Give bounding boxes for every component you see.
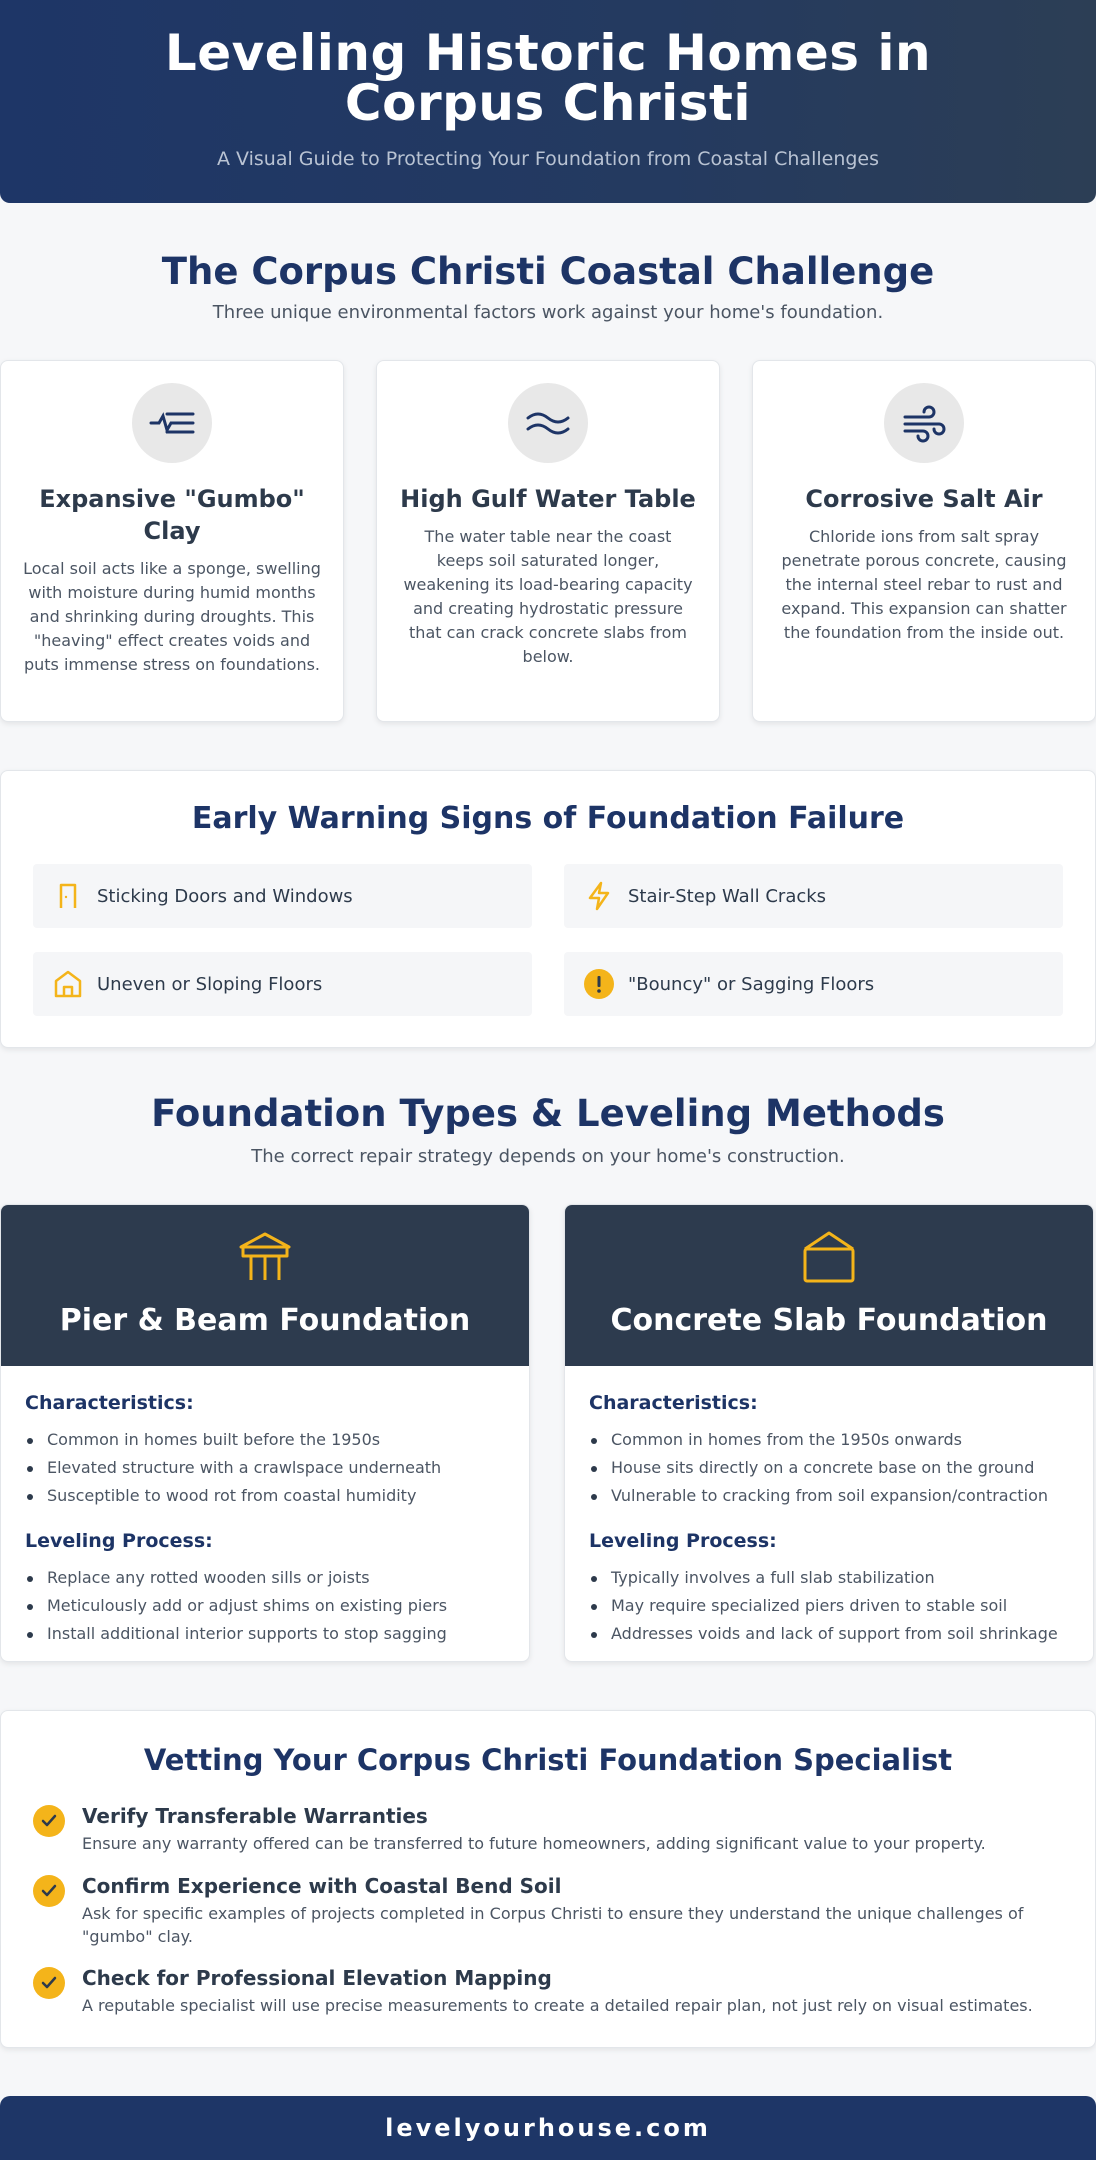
vetting-item-text: A reputable specialist will use precise measurements to create a detailed repair plan, not just rely on visual estimates. — [82, 1996, 1033, 2015]
list-item: Elevated structure with a crawlspace underneath — [25, 1454, 505, 1482]
challenge-card-title: High Gulf Water Table — [400, 485, 696, 513]
list-item: Addresses voids and lack of support from soil shrinkage — [589, 1620, 1069, 1648]
challenge-card-text: Chloride ions from salt spray penetrate porous concrete, causing the internal steel rebar to rust and expand. This expansion can shatter the foundation from the inside out. — [781, 527, 1067, 642]
challenge-card-text: The water table near the coast keeps soil saturated longer, weakening its load-bearing capacity and creating hydrostatic pressure that can crack concrete slabs from below. — [403, 527, 693, 666]
house-icon — [51, 967, 85, 1001]
challenge-card-salt — [752, 360, 1096, 722]
process-list — [589, 1564, 1069, 1648]
checkmark-icon — [33, 1967, 65, 1999]
characteristics-list — [589, 1426, 1069, 1510]
vetting-item-text: Ensure any warranty offered can be transferred to future homeowners, adding significant value to your property. — [82, 1834, 986, 1853]
warning-item — [564, 864, 1063, 928]
list-item: House sits directly on a concrete base on the ground — [589, 1454, 1069, 1482]
page-subtitle: A Visual Guide to Protecting Your Foundation from Coastal Challenges — [216, 148, 880, 170]
challenge-card-water — [376, 360, 720, 722]
vetting-item-title: Verify Transferable Warranties — [82, 1804, 428, 1828]
vetting-item-title: Confirm Experience with Coastal Bend Soil — [82, 1874, 562, 1898]
warning-label: Stair-Step Wall Cracks — [628, 885, 827, 907]
door-icon — [51, 879, 85, 913]
warning-item — [33, 864, 532, 928]
warning-label: "Bouncy" or Sagging Floors — [628, 973, 875, 995]
process-label: Leveling Process: — [589, 1530, 777, 1552]
hero-banner — [0, 0, 1096, 203]
vetting-item — [33, 1803, 1063, 1855]
characteristics-label: Characteristics: — [589, 1392, 758, 1414]
challenge-subtitle: Three unique environmental factors work against your home's foundation. — [212, 302, 884, 323]
warning-signs-title: Early Warning Signs of Foundation Failure — [191, 801, 905, 836]
foundation-card-pier-beam — [0, 1204, 530, 1662]
vetting-item-title: Check for Professional Elevation Mapping — [82, 1966, 552, 1990]
vetting-item-text: Ask for specific examples of projects completed in Corpus Christi to ensure they understand the unique challenges of "gumbo" clay. — [82, 1904, 1024, 1946]
list-item: Typically involves a full slab stabilization — [589, 1564, 1069, 1592]
challenge-title: The Corpus Christi Coastal Challenge — [161, 250, 935, 293]
pier-beam-icon — [237, 1270, 293, 1289]
checkmark-icon — [33, 1805, 65, 1837]
foundation-card-header — [1, 1205, 529, 1366]
warning-signs-panel — [0, 770, 1096, 1048]
vetting-item — [33, 1873, 1063, 1948]
list-item: May require specialized piers driven to stable soil — [589, 1592, 1069, 1620]
foundation-card-header — [565, 1205, 1093, 1366]
list-item: Common in homes built before the 1950s — [25, 1426, 505, 1454]
foundation-card-title: Concrete Slab Foundation — [610, 1303, 1048, 1338]
challenge-card-title: Corrosive Salt Air — [805, 485, 1043, 513]
warning-label: Sticking Doors and Windows — [97, 885, 353, 907]
vetting-panel — [0, 1710, 1096, 2048]
foundation-card-title: Pier & Beam Foundation — [59, 1303, 471, 1338]
list-item: Install additional interior supports to stop sagging — [25, 1620, 505, 1648]
process-list — [25, 1564, 505, 1648]
soil-layers-icon — [132, 383, 212, 463]
wind-icon — [884, 383, 964, 463]
water-waves-icon — [508, 383, 588, 463]
challenge-card-title: Expansive "Gumbo" Clay — [39, 485, 305, 545]
characteristics-label: Characteristics: — [25, 1392, 194, 1414]
characteristics-list — [25, 1426, 505, 1510]
list-item: Common in homes from the 1950s onwards — [589, 1426, 1069, 1454]
list-item: Vulnerable to cracking from soil expansion/contraction — [589, 1482, 1069, 1510]
checkmark-icon — [33, 1875, 65, 1907]
warning-item — [33, 952, 532, 1016]
vetting-item — [33, 1965, 1063, 2017]
challenge-card-clay — [0, 360, 344, 722]
page-title: Leveling Historic Homes in Corpus Christi — [164, 24, 932, 132]
process-label: Leveling Process: — [25, 1530, 213, 1552]
foundations-subtitle: The correct repair strategy depends on your home's construction. — [251, 1146, 845, 1167]
lightning-crack-icon — [582, 879, 616, 913]
list-item: Meticulously add or adjust shims on existing piers — [25, 1592, 505, 1620]
warning-label: Uneven or Sloping Floors — [97, 973, 323, 995]
warning-item — [564, 952, 1063, 1016]
foundations-title: Foundation Types & Leveling Methods — [151, 1092, 945, 1135]
footer-site-link[interactable]: levelyourhouse.com — [0, 2096, 1096, 2160]
alert-icon — [582, 967, 616, 1001]
foundation-card-slab — [564, 1204, 1094, 1662]
challenge-card-text: Local soil acts like a sponge, swelling with moisture during humid months and shrinking during droughts. This "heaving" effect creates voids and puts immense stress on foundations. — [23, 559, 321, 674]
slab-house-icon — [801, 1270, 857, 1289]
list-item: Replace any rotted wooden sills or joists — [25, 1564, 505, 1592]
list-item: Susceptible to wood rot from coastal humidity — [25, 1482, 505, 1510]
vetting-title: Vetting Your Corpus Christi Foundation Specialist — [143, 1743, 953, 1777]
